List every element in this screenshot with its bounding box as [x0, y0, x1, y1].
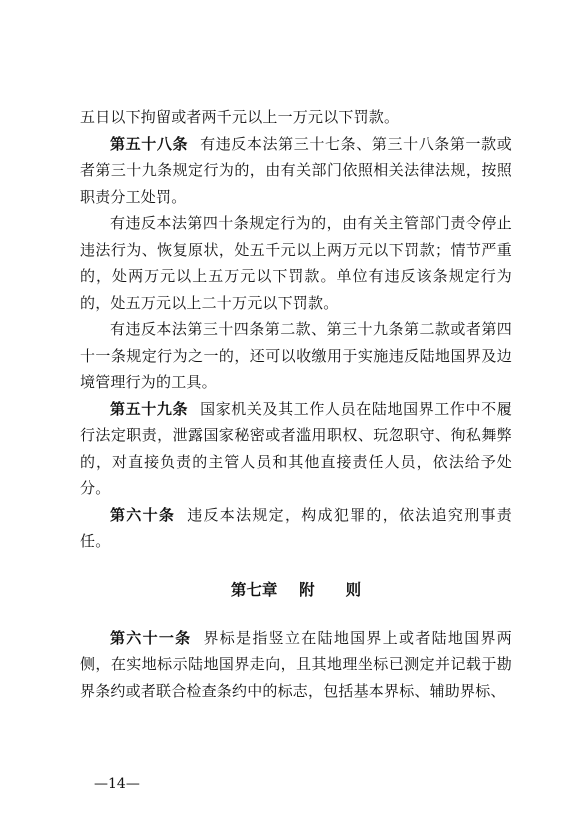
article-label: 第六十条 — [110, 505, 176, 524]
article-label: 第六十一条 — [110, 628, 192, 647]
article-60 — [80, 502, 512, 555]
article-text: 违反本法规定，构成犯罪的，依法追究刑事责任。 — [80, 505, 512, 550]
paragraph-continued — [80, 104, 512, 131]
article-58-clause-2 — [80, 210, 512, 316]
chapter-number: 第七章 — [230, 580, 278, 599]
article-58 — [80, 131, 512, 211]
page-number: —14— — [94, 776, 140, 792]
article-text: 界标是指竖立在陆地国界上或者陆地国界两侧，在实地标示陆地国界走向，且其地理坐标已测定并记载于勘界条约或者联合检查条约中的标志，包括基本界标、辅助界标、 — [80, 628, 512, 700]
article-text: 有违反本法第三十七条、第三十八条第一款或者第三十九条规定行为的，由有关部门依照相关法律法规，按照职责分工处罚。 — [80, 134, 512, 206]
document-body — [80, 104, 512, 704]
article-61 — [80, 625, 512, 705]
article-label: 第五十八条 — [110, 134, 189, 153]
article-label: 第五十九条 — [110, 399, 189, 418]
paragraph-text: 有违反本法第三十四条第二款、第三十九条第二款或者第四十一条规定行为之一的，还可以收缴用于实施违反陆地国界及边境管理行为的工具。 — [80, 320, 512, 391]
paragraph-text: 有违反本法第四十条规定行为的，由有关主管部门责令停止违法行为、恢复原状，处五千元以上两万元以下罚款；情节严重的，处两万元以上五万元以下罚款。单位有违反该条规定行为的，处五万元以上二十万元以下罚款。 — [80, 214, 512, 312]
chapter-title-part-2: 则 — [345, 580, 362, 599]
paragraph-text: 五日以下拘留或者两千元以上一万元以下罚款。 — [80, 108, 400, 126]
article-59 — [80, 396, 512, 502]
chapter-title-part-1: 附 — [299, 580, 315, 599]
chapter-heading — [80, 577, 512, 603]
article-text: 国家机关及其工作人员在陆地国界工作中不履行法定职责，泄露国家秘密或者滥用职权、玩忽职守、徇私舞弊的，对直接负责的主管人员和其他直接责任人员，依法给予处分。 — [80, 399, 512, 497]
article-58-clause-3 — [80, 316, 512, 396]
